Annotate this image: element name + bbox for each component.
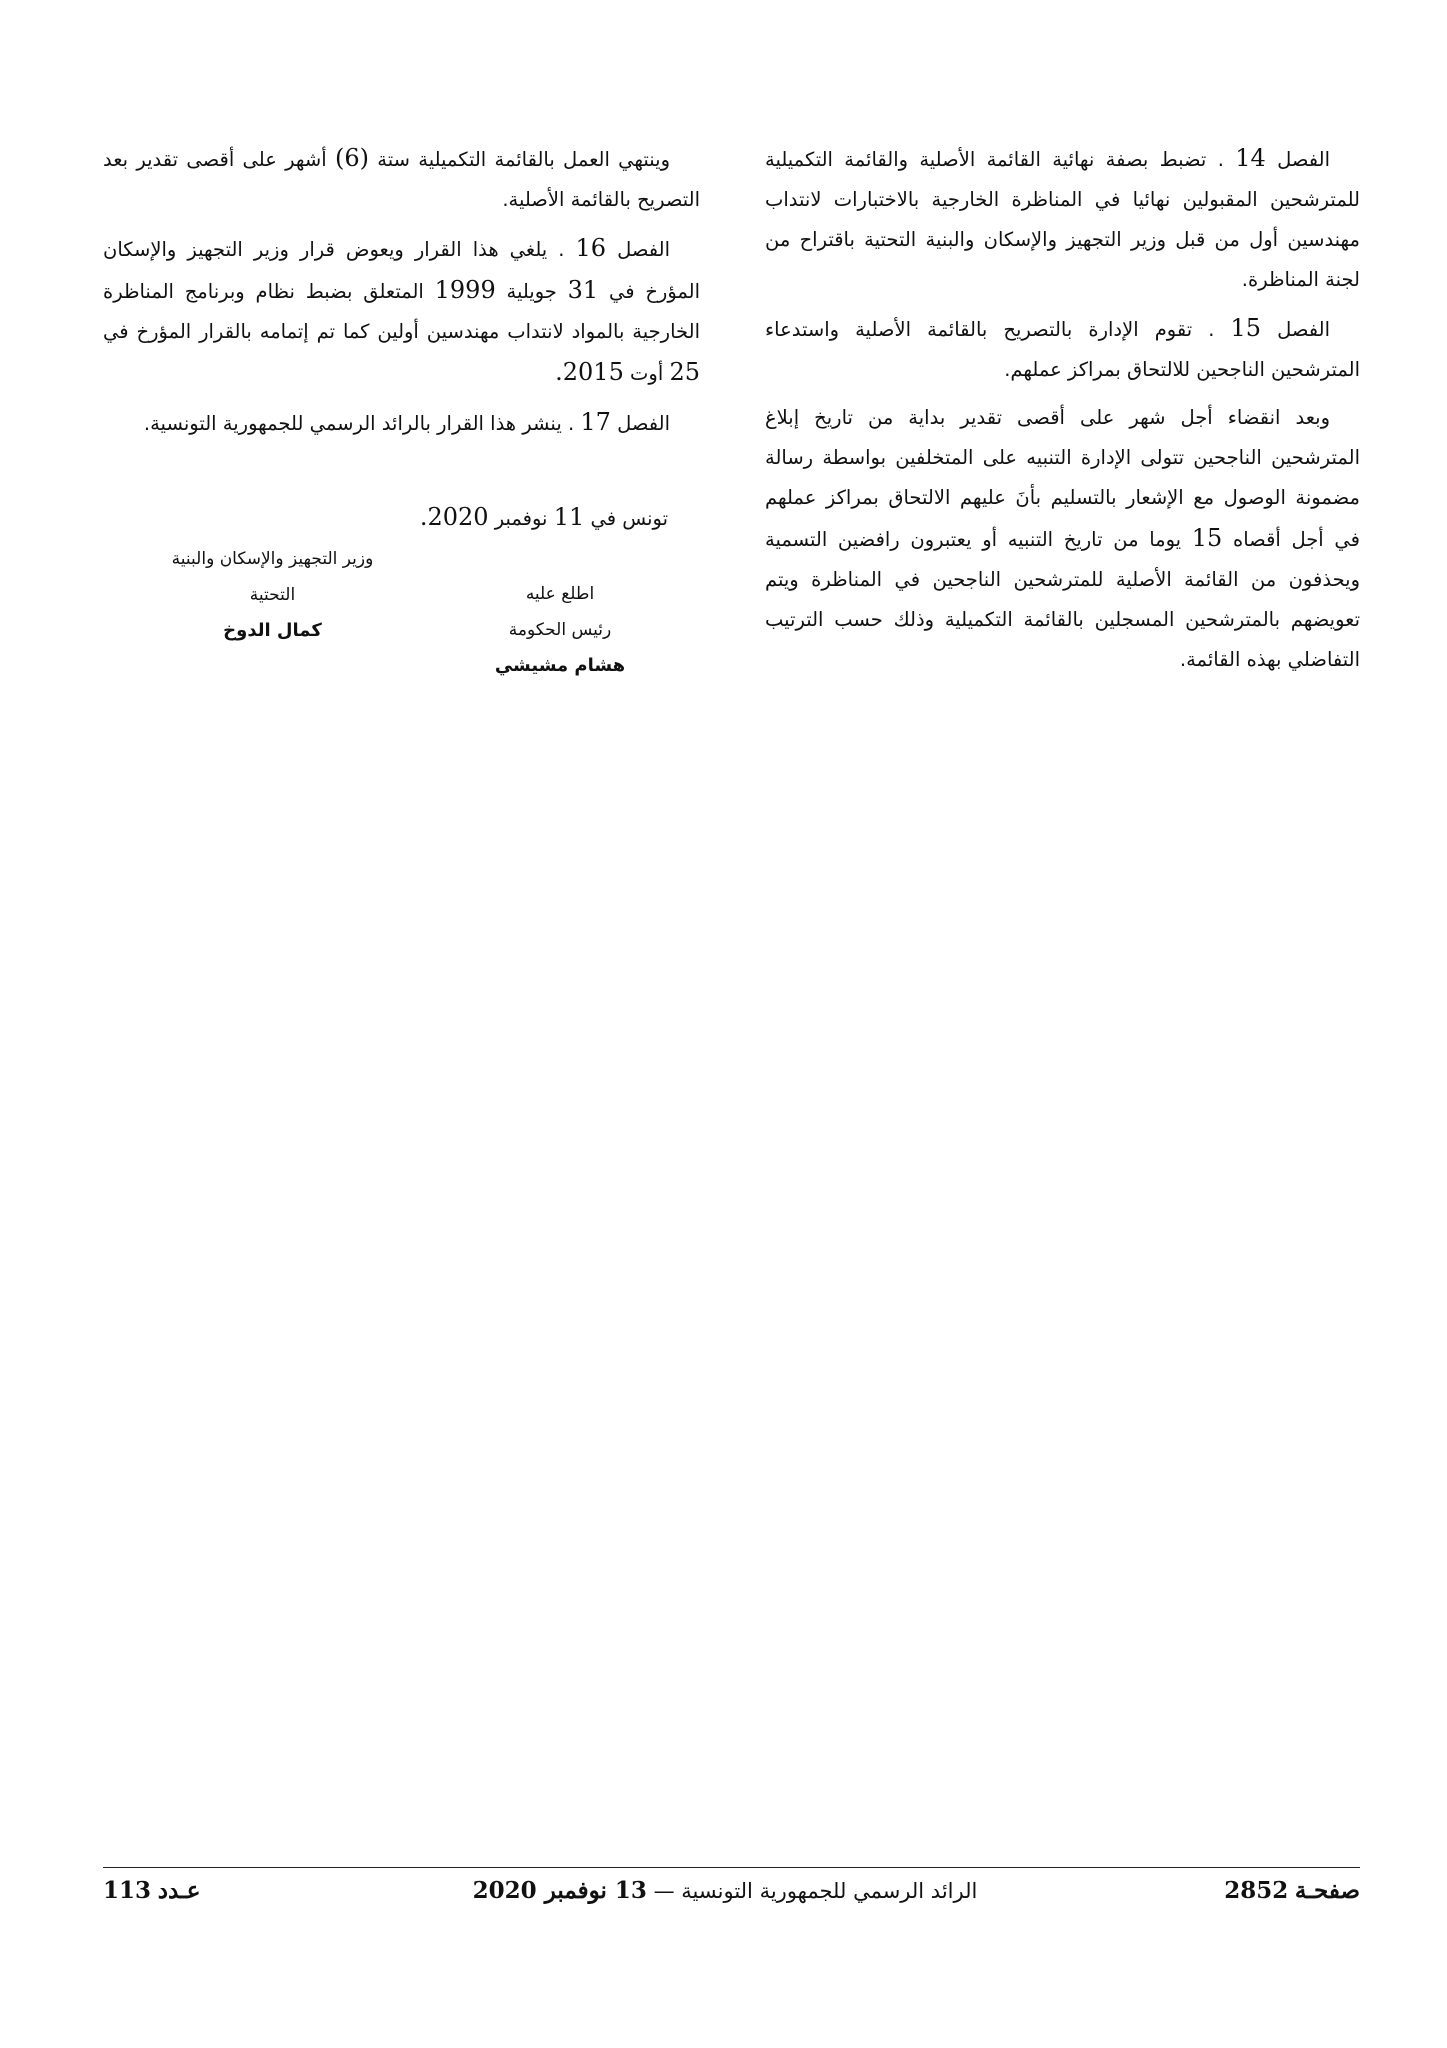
prime-minister-title: رئيس الحكومة <box>508 620 612 640</box>
minister-signature <box>140 541 405 649</box>
prime-minister-signature <box>460 576 660 684</box>
signing-date: تونس في 11 نوفمبر 2020. <box>419 503 668 531</box>
right-column <box>765 138 1360 688</box>
article-16: الفصل 16 . يلغي هذا القرار ويعوض قرار وزير التجهيز والإسكان المؤرخ في 31 جويلية 1999 المتعلق بضبط نظام وبرنامج المناظرة الخارجية بالمواد لانتداب مهندسين أولين كما تم إتمامه بالقرار المؤرخ في 25 أوت 2015. <box>103 234 701 386</box>
minister-title: وزير التجهيز والإسكان والبنية <box>171 549 374 569</box>
left-column <box>103 138 700 452</box>
minister-name: كمال الدوخ <box>223 620 322 641</box>
article-14: الفصل 14 . تضبط بصفة نهائية القائمة الأصلية والقائمة التكميلية للمترشحين المقبولين نهائيا في المناظرة الخارجية بالاختبارات لانتداب مهندسين أول من قبل وزير التجهيز والإسكان والبنية التحتية باقتراح من لجنة المناظرة. <box>765 144 1360 291</box>
article-number: 14 <box>1235 144 1266 172</box>
article-number: 17 <box>580 408 611 436</box>
paragraph-complementary-list: وينتهي العمل بالقائمة التكميلية ستة (6) أشهر على أقصى تقدير بعد التصريح بالقائمة الأصلية. <box>103 144 700 211</box>
article-15: الفصل 15 . تقوم الإدارة بالتصريح بالقائمة الأصلية واستدعاء المترشحين الناجحين للالتحاق بمراكز عملهم. <box>765 314 1360 381</box>
prime-minister-name: هشام مشيشي <box>494 655 626 676</box>
article-17: الفصل 17 . ينشر هذا القرار بالرائد الرسمي للجمهورية التونسية. <box>143 408 670 436</box>
footer-divider <box>103 1867 1360 1868</box>
article-number: 15 <box>1230 314 1262 342</box>
footer-journal-title: الرائد الرسمي للجمهورية التونسية — 13 نوفمبر 2020 <box>472 1877 978 1904</box>
footer-issue-number: عـدد 113 <box>103 1877 201 1904</box>
minister-title-cont: التحتية <box>249 585 296 605</box>
paragraph-notice: وبعد انقضاء أجل شهر على أقصى تقدير بداية من تاريخ إبلاغ المترشحين الناجحين تتولى الإدارة التنبيه على المتخلفين بواسطة رسالة مضمونة الوصول مع الإشعار بالتسليم بأنَ عليهم الالتحاق بمراكز عملهم في أجل أقصاه 15 يوما من تاريخ التنبيه أو يعتبرون رافضين التسمية ويحذفون من القائمة الأصلية للمترشحين الناجحين في المناظرة ويتم تعويضهم بالمترشحين المسجلين بالقائمة التكميلية وذلك حسب الترتيب التفاضلي بهذه القائمة. <box>765 406 1360 671</box>
footer-page-number: صفحـة 2852 <box>1224 1877 1360 1904</box>
article-number: 16 <box>575 234 607 262</box>
seen-label: اطلع عليه <box>525 584 595 604</box>
